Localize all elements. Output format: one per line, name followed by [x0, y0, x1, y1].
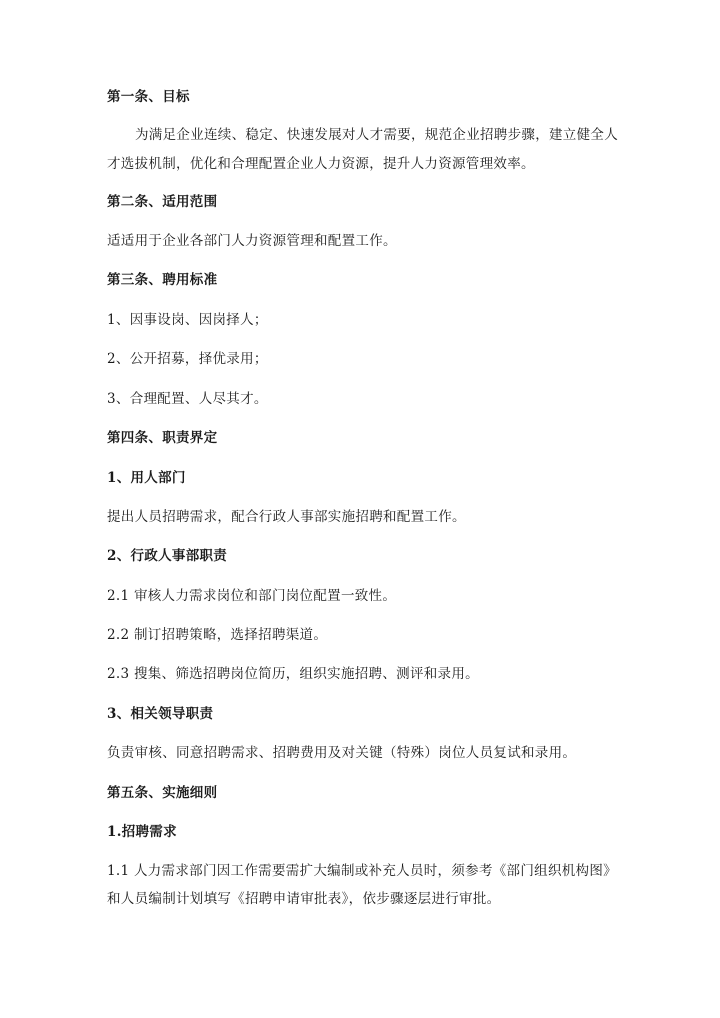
article-4-sub2-item: 2.3 搜集、筛选招聘岗位简历，组织实施招聘、测评和录用。: [107, 666, 479, 682]
article-4-sub3-heading: 3、相关领导职责: [107, 706, 214, 722]
article-1-heading: 第一条、目标: [107, 89, 190, 105]
article-4-sub2-item: 2.2 制订招聘策略，选择招聘渠道。: [107, 627, 328, 643]
article-4-sub1-heading: 1、用人部门: [107, 470, 186, 486]
article-4-heading: 第四条、职责界定: [107, 430, 218, 446]
article-3-heading: 第三条、聘用标准: [107, 272, 218, 288]
article-2-paragraph: 适适用于企业各部门人力资源管理和配置工作。: [107, 233, 397, 249]
article-4-sub2-heading: 2、行政人事部职责: [107, 548, 228, 564]
article-2-heading: 第二条、适用范围: [107, 194, 218, 210]
article-4-sub1-paragraph: 提出人员招聘需求，配合行政人事部实施招聘和配置工作。: [107, 509, 466, 525]
article-5-sub1-heading: 1.招聘需求: [107, 824, 177, 840]
article-4-sub3-paragraph: 负责审核、同意招聘需求、招聘费用及对关键（特殊）岗位人员复试和录用。: [107, 745, 577, 761]
article-1-paragraph-line-1: 为满足企业连续、稳定、快速发展对人才需要，规范企业招聘步骤，建立健全人: [135, 127, 618, 143]
article-1-paragraph-line-2: 才选拔机制，优化和合理配置企业人力资源，提升人力资源管理效率。: [107, 156, 535, 172]
article-5-sub1-paragraph-line-2: 和人员编制计划填写《招聘申请审批表》，依步骤逐层进行审批。: [107, 891, 501, 907]
article-5-heading: 第五条、实施细则: [107, 785, 218, 801]
article-5-sub1-paragraph-line-1: 1.1 人力需求部门因工作需要需扩大编制或补充人员时，须参考《部门组织机构图》: [107, 863, 617, 879]
article-3-item: 2、公开招募，择优录用；: [107, 351, 268, 367]
article-4-sub2-item: 2.1 审核人力需求岗位和部门岗位配置一致性。: [107, 588, 397, 604]
article-3-item: 3、合理配置、人尽其才。: [107, 391, 268, 407]
article-3-item: 1、因事设岗、因岗择人；: [107, 312, 268, 328]
